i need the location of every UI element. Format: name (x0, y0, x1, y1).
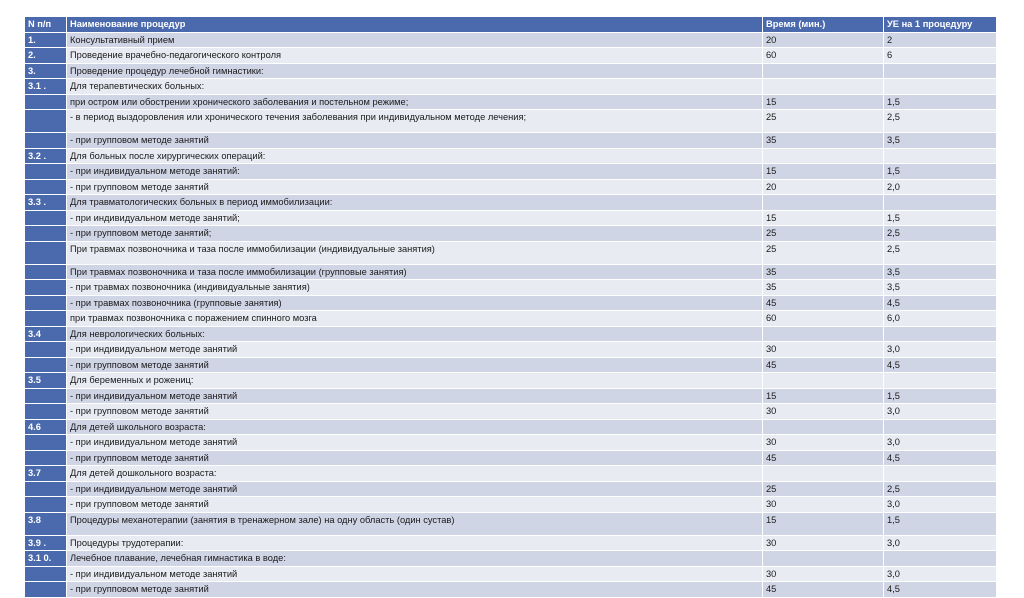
units-cell: 3,0 (884, 535, 997, 551)
units-cell (884, 419, 997, 435)
time-cell: 25 (763, 481, 884, 497)
header-procedure-name: Наименование процедур (67, 17, 763, 33)
table-row (25, 481, 997, 497)
procedure-name-cell: Процедуры механотерапии (занятия в тренажерном зале) на одну область (один сустав) (67, 512, 763, 535)
procedure-name-cell: - при травмах позвоночника (индивидуальные занятия) (67, 280, 763, 296)
table-row (25, 195, 997, 211)
table-row (25, 179, 997, 195)
row-number-cell (25, 94, 67, 110)
procedure-name-cell: Лечебное плавание, лечебная гимнастика в воде: (67, 551, 763, 567)
time-cell: 15 (763, 388, 884, 404)
procedure-name-cell: - при групповом методе занятий (67, 450, 763, 466)
table-row (25, 148, 997, 164)
units-cell: 4,5 (884, 582, 997, 598)
procedure-name-cell: - при групповом методе занятий (67, 497, 763, 513)
table-row (25, 450, 997, 466)
table-row (25, 582, 997, 598)
units-cell (884, 373, 997, 389)
time-cell: 30 (763, 497, 884, 513)
row-number-cell: 2. (25, 48, 67, 64)
table-row (25, 419, 997, 435)
time-cell: 20 (763, 179, 884, 195)
table-row (25, 551, 997, 567)
time-cell: 45 (763, 295, 884, 311)
time-cell: 35 (763, 280, 884, 296)
procedure-name-cell: - при индивидуальном методе занятий: (67, 164, 763, 180)
row-number-cell: 3.5 (25, 373, 67, 389)
procedure-name-cell: Для терапевтических больных: (67, 79, 763, 95)
procedure-name-cell: Для детей дошкольного возраста: (67, 466, 763, 482)
time-cell: 15 (763, 94, 884, 110)
time-cell (763, 373, 884, 389)
row-number-cell: 3.8 (25, 512, 67, 535)
units-cell: 2,5 (884, 481, 997, 497)
units-cell: 6 (884, 48, 997, 64)
table-row (25, 388, 997, 404)
units-cell: 3,0 (884, 435, 997, 451)
procedure-name-cell: - при групповом методе занятий (67, 582, 763, 598)
table-row (25, 79, 997, 95)
procedure-name-cell: - при индивидуальном методе занятий (67, 566, 763, 582)
row-number-cell (25, 133, 67, 149)
table-row (25, 94, 997, 110)
row-number-cell (25, 481, 67, 497)
row-number-cell (25, 241, 67, 264)
time-cell: 25 (763, 110, 884, 133)
row-number-cell: 1. (25, 32, 67, 48)
header-number: N п/п (25, 17, 67, 33)
procedure-name-cell: - при групповом методе занятий; (67, 226, 763, 242)
header-units: УЕ на 1 процедуру (884, 17, 997, 33)
procedure-name-cell: - при групповом методе занятий (67, 133, 763, 149)
table-row (25, 373, 997, 389)
procedure-name-cell: - при индивидуальном методе занятий; (67, 210, 763, 226)
procedure-name-cell: При травмах позвоночника и таза после иммобилизации (групповые занятия) (67, 264, 763, 280)
row-number-cell: 3.1 . (25, 79, 67, 95)
table-row (25, 264, 997, 280)
procedure-name-cell: Консультативный прием (67, 32, 763, 48)
units-cell: 3,0 (884, 404, 997, 420)
time-cell: 15 (763, 210, 884, 226)
table-row (25, 32, 997, 48)
procedure-name-cell: Для детей школьного возраста: (67, 419, 763, 435)
time-cell (763, 551, 884, 567)
units-cell (884, 63, 997, 79)
row-number-cell (25, 110, 67, 133)
procedure-name-cell: при травмах позвоночника с поражением спинного мозга (67, 311, 763, 327)
table-row (25, 404, 997, 420)
table-row (25, 497, 997, 513)
table-row (25, 435, 997, 451)
time-cell (763, 326, 884, 342)
units-cell: 1,5 (884, 512, 997, 535)
row-number-cell (25, 164, 67, 180)
time-cell (763, 148, 884, 164)
procedure-name-cell: - при индивидуальном методе занятий (67, 481, 763, 497)
procedure-name-cell: Для неврологических больных: (67, 326, 763, 342)
table-row (25, 241, 997, 264)
units-cell: 3,0 (884, 497, 997, 513)
table-row (25, 48, 997, 64)
table-row (25, 326, 997, 342)
row-number-cell: 3.4 (25, 326, 67, 342)
procedure-name-cell: - при индивидуальном методе занятий (67, 435, 763, 451)
table-row (25, 311, 997, 327)
table-header (25, 17, 997, 33)
time-cell: 35 (763, 264, 884, 280)
time-cell: 60 (763, 48, 884, 64)
row-number-cell (25, 435, 67, 451)
table-row (25, 295, 997, 311)
units-cell (884, 148, 997, 164)
table-row (25, 110, 997, 133)
units-cell: 2,5 (884, 226, 997, 242)
table-row (25, 226, 997, 242)
time-cell: 30 (763, 342, 884, 358)
time-cell (763, 466, 884, 482)
time-cell: 30 (763, 566, 884, 582)
time-cell: 15 (763, 512, 884, 535)
table-body (25, 32, 997, 597)
row-number-cell (25, 497, 67, 513)
row-number-cell (25, 404, 67, 420)
units-cell (884, 195, 997, 211)
time-cell: 30 (763, 535, 884, 551)
row-number-cell: 3.3 . (25, 195, 67, 211)
units-cell (884, 326, 997, 342)
procedure-name-cell: При травмах позвоночника и таза после иммобилизации (индивидуальные занятия) (67, 241, 763, 264)
header-time: Время (мин.) (763, 17, 884, 33)
table-row (25, 280, 997, 296)
units-cell: 3,5 (884, 280, 997, 296)
time-cell: 45 (763, 357, 884, 373)
time-cell: 45 (763, 450, 884, 466)
row-number-cell: 3. (25, 63, 67, 79)
row-number-cell: 3.2 . (25, 148, 67, 164)
procedure-name-cell: - при травмах позвоночника (групповые занятия) (67, 295, 763, 311)
time-cell: 30 (763, 435, 884, 451)
time-cell (763, 79, 884, 95)
time-cell (763, 63, 884, 79)
table-row (25, 63, 997, 79)
table-row (25, 133, 997, 149)
procedure-name-cell: Для больных после хирургических операций: (67, 148, 763, 164)
units-cell: 4,5 (884, 295, 997, 311)
row-number-cell: 3.9 . (25, 535, 67, 551)
row-number-cell (25, 295, 67, 311)
units-cell: 2,5 (884, 110, 997, 133)
units-cell: 3,0 (884, 566, 997, 582)
procedure-name-cell: - при индивидуальном методе занятий (67, 342, 763, 358)
time-cell: 15 (763, 164, 884, 180)
header-row (25, 17, 997, 33)
row-number-cell (25, 226, 67, 242)
units-cell: 4,5 (884, 450, 997, 466)
procedure-name-cell: Для травматологических больных в период иммобилизации: (67, 195, 763, 211)
time-cell: 25 (763, 226, 884, 242)
procedure-name-cell: Проведение врачебно-педагогического контроля (67, 48, 763, 64)
units-cell: 1,5 (884, 94, 997, 110)
row-number-cell (25, 264, 67, 280)
time-cell: 25 (763, 241, 884, 264)
time-cell (763, 419, 884, 435)
units-cell: 6,0 (884, 311, 997, 327)
row-number-cell: 3.1 0. (25, 551, 67, 567)
table-row (25, 357, 997, 373)
row-number-cell (25, 311, 67, 327)
units-cell: 1,5 (884, 388, 997, 404)
units-cell: 3,5 (884, 133, 997, 149)
units-cell: 3,5 (884, 264, 997, 280)
procedure-name-cell: Проведение процедур лечебной гимнастики: (67, 63, 763, 79)
table-row (25, 466, 997, 482)
procedure-name-cell: - при групповом методе занятий (67, 404, 763, 420)
row-number-cell (25, 280, 67, 296)
procedure-name-cell: Для беременных и рожениц: (67, 373, 763, 389)
time-cell (763, 195, 884, 211)
units-cell (884, 551, 997, 567)
time-cell: 30 (763, 404, 884, 420)
units-cell: 2 (884, 32, 997, 48)
procedure-name-cell: - при групповом методе занятий (67, 179, 763, 195)
procedure-name-cell: - при групповом методе занятий (67, 357, 763, 373)
time-cell: 20 (763, 32, 884, 48)
units-cell: 1,5 (884, 210, 997, 226)
table-row (25, 342, 997, 358)
units-cell: 1,5 (884, 164, 997, 180)
procedure-name-cell: при остром или обострении хронического заболевания и постельном режиме; (67, 94, 763, 110)
row-number-cell (25, 210, 67, 226)
procedure-name-cell: - в период выздоровления или хронического течения заболевания при индивидуальном методе лечения; (67, 110, 763, 133)
row-number-cell (25, 582, 67, 598)
row-number-cell: 4.6 (25, 419, 67, 435)
table-row (25, 535, 997, 551)
units-cell: 3,0 (884, 342, 997, 358)
row-number-cell: 3.7 (25, 466, 67, 482)
row-number-cell (25, 388, 67, 404)
procedures-table (24, 16, 997, 598)
time-cell: 60 (763, 311, 884, 327)
units-cell (884, 466, 997, 482)
procedure-name-cell: - при индивидуальном методе занятий (67, 388, 763, 404)
units-cell (884, 79, 997, 95)
row-number-cell (25, 450, 67, 466)
table-row (25, 512, 997, 535)
procedure-name-cell: Процедуры трудотерапии: (67, 535, 763, 551)
units-cell: 2,0 (884, 179, 997, 195)
units-cell: 4,5 (884, 357, 997, 373)
row-number-cell (25, 179, 67, 195)
time-cell: 45 (763, 582, 884, 598)
row-number-cell (25, 357, 67, 373)
units-cell: 2,5 (884, 241, 997, 264)
table-row (25, 210, 997, 226)
row-number-cell (25, 342, 67, 358)
table-row (25, 164, 997, 180)
time-cell: 35 (763, 133, 884, 149)
